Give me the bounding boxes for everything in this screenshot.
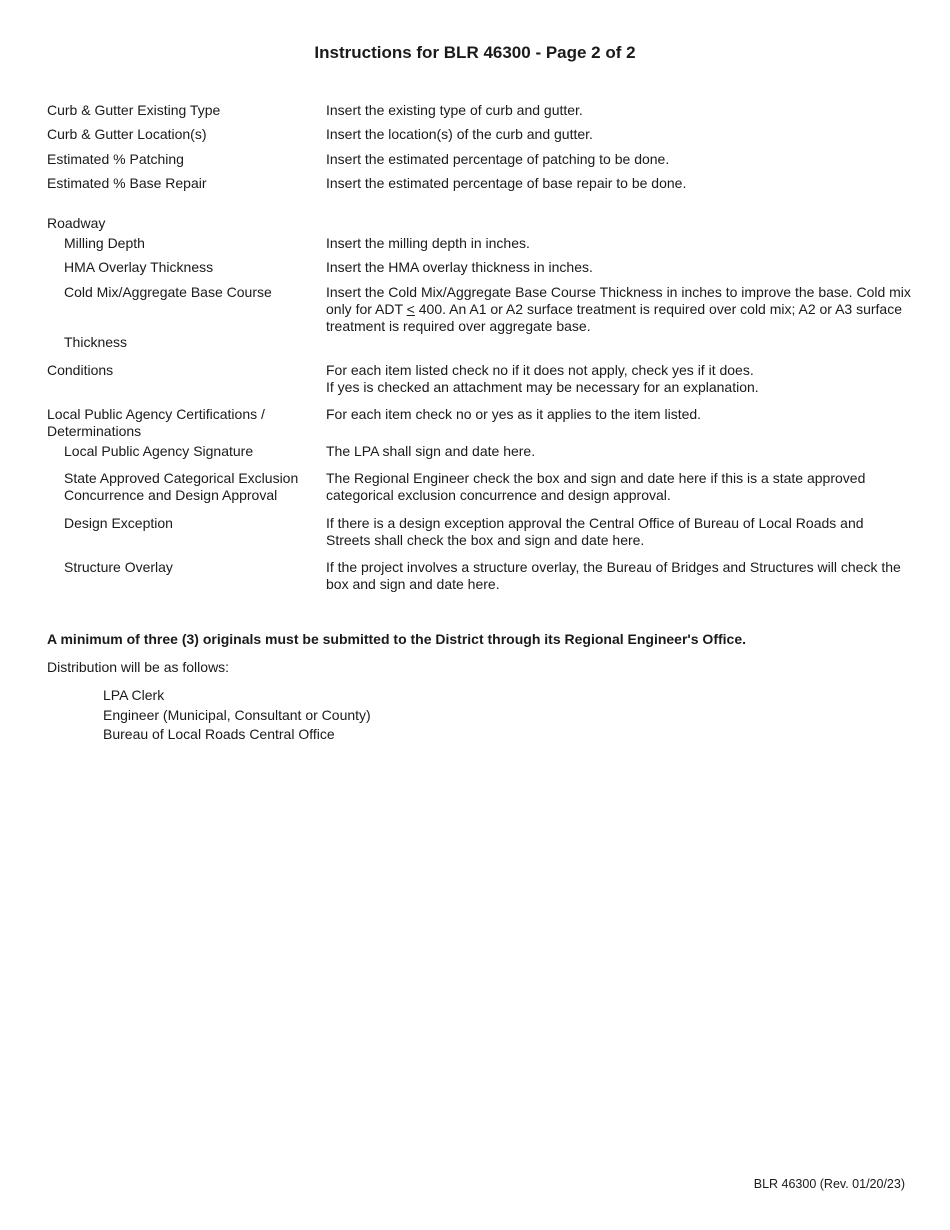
distribution-intro: Distribution will be as follows: bbox=[47, 659, 230, 675]
label-lpa-signature: Local Public Agency Signature bbox=[64, 443, 254, 459]
desc-cold-mix-a: Insert the Cold Mix/Aggregate Base Course Thickness in inches to improve the base. Cold mix only for ADT bbox=[326, 284, 911, 317]
desc-curb-type: Insert the existing type of curb and gutter. bbox=[326, 102, 583, 118]
desc-conditions-line1: For each item listed check no if it does not apply, check yes if it does. bbox=[326, 362, 754, 378]
label-lpa-certifications: Local Public Agency Certifications / Determinations bbox=[47, 406, 265, 439]
distribution-item: Bureau of Local Roads Central Office bbox=[103, 726, 335, 742]
desc-cold-mix bbox=[326, 284, 911, 335]
label-curb-type: Curb & Gutter Existing Type bbox=[47, 102, 221, 118]
label-thickness: Thickness bbox=[64, 334, 128, 350]
label-base-repair: Estimated % Base Repair bbox=[47, 175, 207, 191]
label-state-approved: State Approved Categorical Exclusion Concurrence and Design Approval bbox=[64, 470, 299, 503]
label-design-exception: Design Exception bbox=[64, 515, 173, 531]
label-conditions: Conditions bbox=[47, 362, 114, 378]
desc-design-exception: If there is a design exception approval the Central Office of Bureau of Local Roads and Streets shall check the box and sign and date here. bbox=[326, 515, 864, 548]
distribution-list bbox=[103, 686, 371, 745]
page-title: Instructions for BLR 46300 - Page 2 of 2 bbox=[314, 43, 636, 62]
desc-conditions-line2: If yes is checked an attachment may be necessary for an explanation. bbox=[326, 379, 759, 395]
desc-hma-overlay: Insert the HMA overlay thickness in inches. bbox=[326, 259, 593, 275]
desc-state-approved: The Regional Engineer check the box and sign and date here if this is a state approved categorical exclusion concurrence and design approval. bbox=[326, 470, 866, 503]
desc-conditions bbox=[326, 362, 911, 396]
desc-cold-mix-b: 400. An A1 or A2 surface treatment is required over cold mix; A2 or A3 surface treatment is required over aggregate base. bbox=[326, 301, 903, 334]
label-structure-overlay: Structure Overlay bbox=[64, 559, 173, 575]
form-revision-footer: BLR 46300 (Rev. 01/20/23) bbox=[753, 1177, 905, 1191]
less-equal-symbol: < bbox=[406, 301, 415, 317]
minimum-originals-note: A minimum of three (3) originals must be submitted to the District through its Regional Engineer's Office. bbox=[47, 631, 746, 647]
label-roadway: Roadway bbox=[47, 215, 106, 231]
desc-structure-overlay: If the project involves a structure overlay, the Bureau of Bridges and Structures will check the box and sign and date here. bbox=[326, 559, 901, 592]
label-patching: Estimated % Patching bbox=[47, 151, 184, 167]
label-milling-depth: Milling Depth bbox=[64, 235, 145, 251]
distribution-item: LPA Clerk bbox=[103, 687, 165, 703]
desc-curb-location: Insert the location(s) of the curb and gutter. bbox=[326, 126, 593, 142]
desc-milling-depth: Insert the milling depth in inches. bbox=[326, 235, 530, 251]
label-cold-mix: Cold Mix/Aggregate Base Course bbox=[64, 284, 272, 300]
desc-base-repair: Insert the estimated percentage of base repair to be done. bbox=[326, 175, 687, 191]
desc-lpa-signature: The LPA shall sign and date here. bbox=[326, 443, 536, 459]
label-hma-overlay: HMA Overlay Thickness bbox=[64, 259, 214, 275]
distribution-item: Engineer (Municipal, Consultant or County) bbox=[103, 706, 371, 723]
desc-lpa-certifications: For each item check no or yes as it applies to the item listed. bbox=[326, 406, 702, 422]
label-curb-location: Curb & Gutter Location(s) bbox=[47, 126, 207, 142]
desc-patching: Insert the estimated percentage of patching to be done. bbox=[326, 151, 670, 167]
